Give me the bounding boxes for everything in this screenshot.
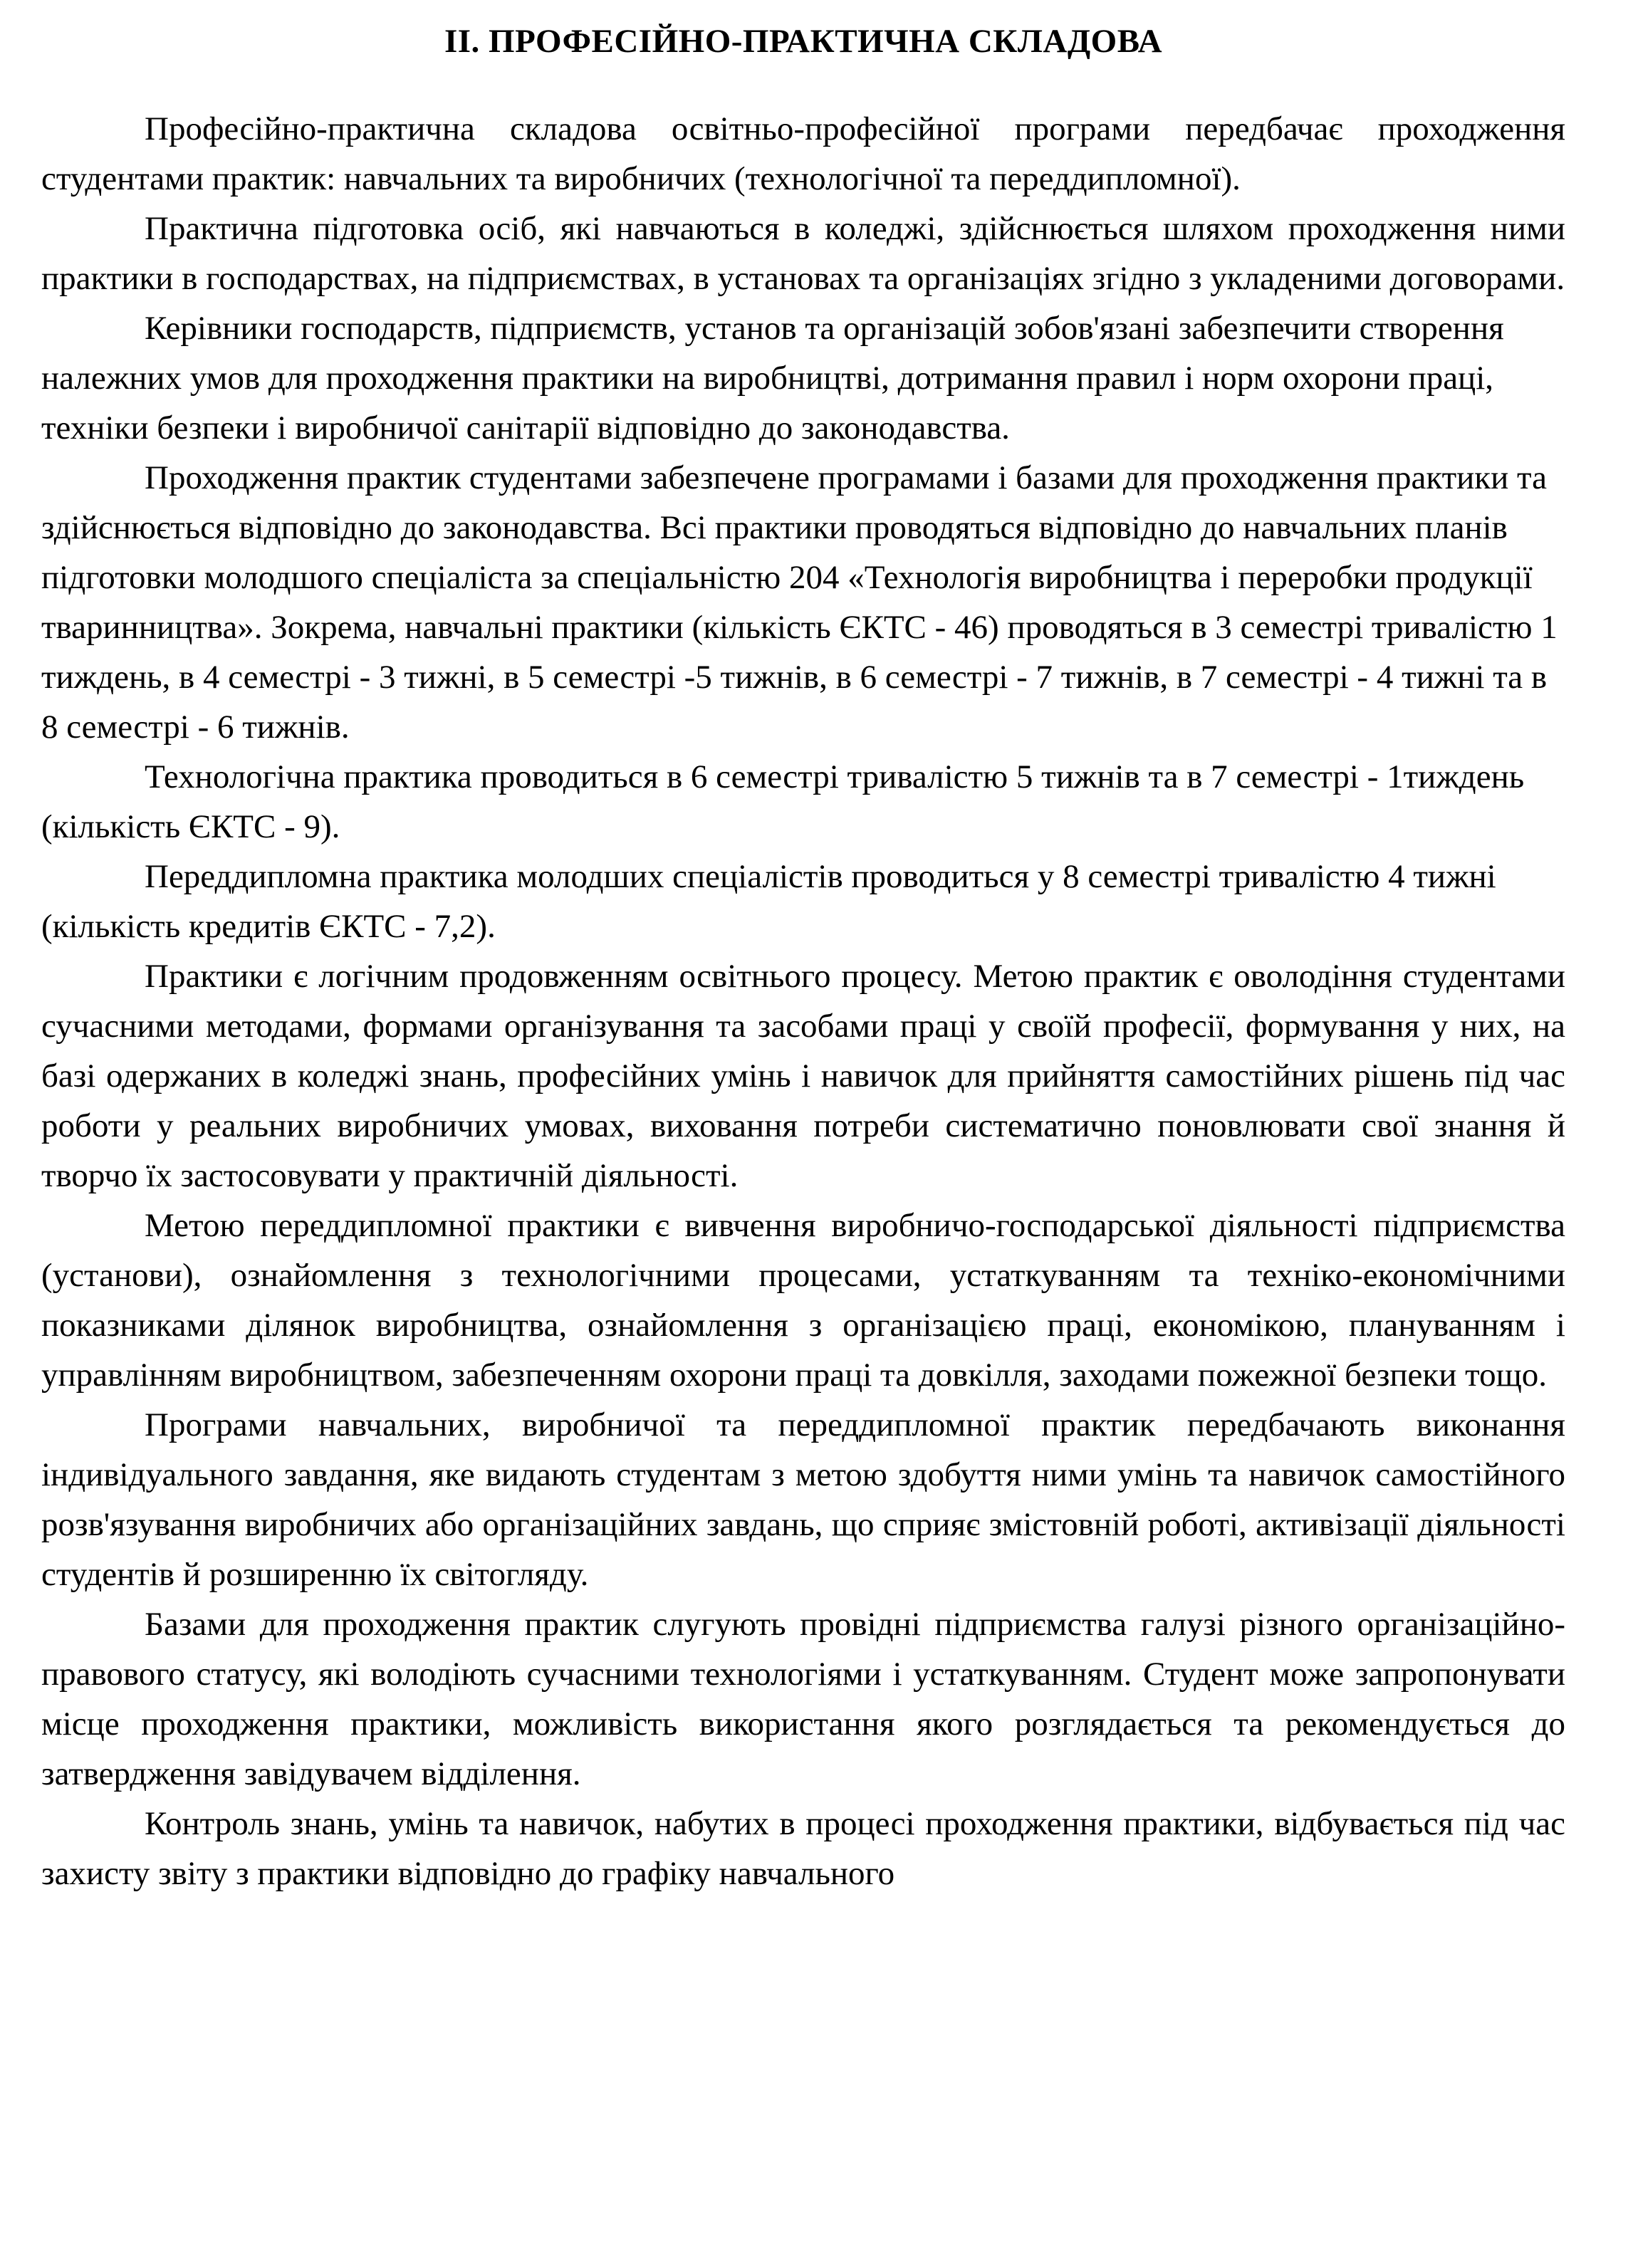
paragraph-2: Практична підготовка осіб, які навчаються в коледжі, здійснюється шляхом проходження ними практики в господарствах, на підприємствах, в установах та організаціях згідно з укладеними договорами. bbox=[41, 210, 1565, 297]
paragraph-5: Технологічна практика проводиться в 6 семестрі тривалістю 5 тижнів та в 7 семестрі - 1тиждень (кількість ЄКТС - 9). bbox=[41, 758, 1525, 845]
paragraph-4: Проходження практик студентами забезпечене програмами і базами для проходження практики та здійснюється відповідно до законодавства. Всі практики проводяться відповідно до навчальних планів підготовки молодшого спеціаліста за спеціальністю 204 «Технологія виробництва і переробки продукції тваринництва». Зокрема, навчальні практики (кількість ЄКТС - 46) проводяться в 3 семестрі тривалістю 1 тиждень, в 4 семестрі - 3 тижні, в 5 семестрі -5 тижнів, в 6 семестрі - 7 тижнів, в 7 семестрі - 4 тижні та в 8 семестрі - 6 тижнів. bbox=[41, 459, 1558, 746]
paragraph-7: Практики є логічним продовженням освітнього процесу. Метою практик є оволодіння студентами сучасними методами, формами організування та засобами праці у своїй професії, формування у них, на базі одержаних в коледжі знань, професійних умінь і навичок для прийняття самостійних рішень під час роботи у реальних виробничих умовах, виховання потреби систематично поновлювати свої знання й творчо їх застосовувати у практичній діяльності. bbox=[41, 958, 1565, 1194]
paragraph-6: Переддипломна практика молодших спеціалістів проводиться у 8 семестрі тривалістю 4 тижні (кількість кредитів ЄКТС - 7,2). bbox=[41, 858, 1496, 945]
document-page bbox=[41, 0, 1565, 1898]
paragraph-1: Професійно-практична складова освітньо-професійної програми передбачає проходження студентами практик: навчальних та виробничих (технологічної та переддипломної). bbox=[41, 110, 1565, 197]
paragraph-9: Програми навчальних, виробничої та переддипломної практик передбачають виконання індивідуального завдання, яке видають студентам з метою здобуття ними умінь та навичок самостійного розв'язування виробничих або організаційних завдань, що сприяє змістовній роботі, активізації діяльності студентів й розширенню їх світогляду. bbox=[41, 1406, 1565, 1593]
paragraph-3: Керівники господарств, підприємств, установ та організацій зобов'язані забезпечити створення належних умов для проходження практики на виробництві, дотримання правил і норм охорони праці, техніки безпеки і виробничої санітарії відповідно до законодавства. bbox=[41, 310, 1504, 446]
paragraph-11: Контроль знань, умінь та навичок, набутих в процесі проходження практики, відбувається під час захисту звіту з практики відповідно до графіку навчального bbox=[41, 1805, 1565, 1892]
paragraph-8: Метою переддипломної практики є вивчення виробничо-господарської діяльності підприємства (установи), ознайомлення з технологічними процесами, устаткуванням та техніко-економічними показниками ділянок виробництва, ознайомлення з організацією праці, економікою, плануванням і управлінням виробництвом, забезпеченням охорони праці та довкілля, заходами пожежної безпеки тощо. bbox=[41, 1207, 1565, 1394]
page-title: ІІ. ПРОФЕСІЙНО-ПРАКТИЧНА СКЛАДОВА bbox=[444, 23, 1163, 60]
paragraph-10: Базами для проходження практик слугують провідні підприємства галузі різного організаційно-правового статусу, які володіють сучасними технологіями і устаткуванням. Студент може запропонувати місце проходження практики, можливість використання якого розглядається та рекомендується до затвердження завідувачем відділення. bbox=[41, 1606, 1565, 1792]
